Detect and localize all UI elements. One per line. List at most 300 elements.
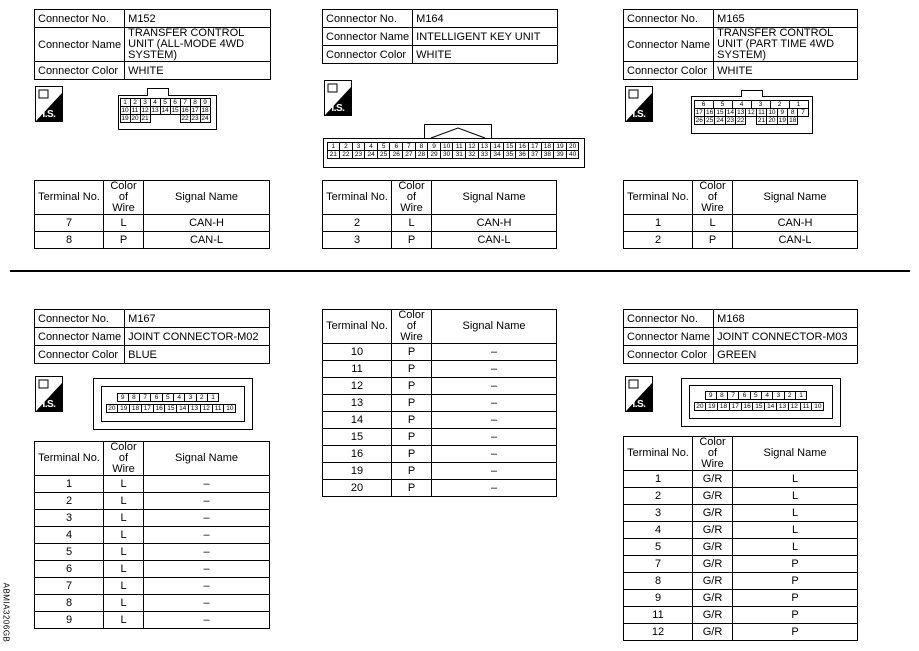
color-of-wire-header: Color of Wire	[392, 181, 432, 215]
pin-cell: 1	[120, 98, 131, 107]
signal-name-cell: –	[144, 612, 270, 629]
pin-cell: 13	[478, 142, 492, 151]
wire-color-cell: L	[104, 510, 144, 527]
pin-cell: 9	[117, 393, 129, 402]
terminal-no-cell: 1	[35, 476, 104, 493]
color-of-wire-header: Color of Wire	[693, 437, 733, 471]
pin-cell: 13	[735, 108, 746, 117]
signal-name-header: Signal Name	[144, 181, 270, 215]
pin-cell: 12	[141, 106, 149, 114]
wire-color-cell: P	[392, 232, 432, 249]
signal-name-cell: –	[432, 446, 557, 463]
pin-cell: 14	[725, 108, 736, 117]
table-row	[624, 488, 858, 505]
table-row	[323, 215, 557, 232]
signal-name-cell: –	[144, 510, 270, 527]
pin-cell: 4	[173, 393, 185, 402]
connector-color-label: Connector Color	[624, 346, 714, 364]
table-row	[35, 215, 270, 232]
pin-cell: 16	[153, 404, 166, 413]
signal-name-cell: –	[432, 378, 557, 395]
table-row	[624, 624, 858, 641]
terminal-no-header: Terminal No.	[624, 437, 693, 471]
pin-cell: 6	[150, 393, 162, 402]
table-row	[35, 612, 270, 629]
signal-name-header: Signal Name	[144, 442, 270, 476]
pin-cell: 2	[770, 100, 790, 109]
pin-cell: 14	[764, 402, 777, 411]
terminal-no-header: Terminal No.	[35, 442, 104, 476]
pin-cell: 9	[200, 98, 211, 107]
pin-cell: 24	[201, 114, 209, 122]
terminal-no-cell: 8	[624, 573, 693, 590]
pin-cell: 23	[191, 114, 199, 122]
connector-info-m152	[34, 9, 271, 80]
pin-cell: 8	[415, 142, 429, 151]
pin-cell: 8	[716, 391, 728, 400]
connector-no-value: M168	[714, 310, 858, 328]
pin-cell: 3	[184, 393, 196, 402]
terminal-no-cell: 2	[624, 488, 693, 505]
connector-name-label: Connector Name	[35, 328, 125, 346]
pin-cell: 34	[490, 150, 504, 159]
signal-table-m165	[623, 180, 858, 249]
pin-cell: 2	[784, 391, 796, 400]
terminal-no-cell: 1	[624, 471, 693, 488]
table-row	[35, 578, 270, 595]
pin-cell: 5	[377, 142, 391, 151]
terminal-no-cell: 15	[323, 429, 392, 446]
signal-name-cell: –	[144, 561, 270, 578]
terminal-no-cell: 10	[323, 344, 392, 361]
signal-name-cell: L	[733, 522, 858, 539]
pin-cell: 20	[106, 404, 119, 413]
hs-label: H.S.	[628, 399, 646, 410]
pin-cell: 12	[465, 142, 479, 151]
signal-table-m164	[322, 180, 557, 249]
pin-cell: 24	[714, 116, 725, 125]
terminal-no-cell: 19	[323, 463, 392, 480]
wire-color-cell: G/R	[693, 522, 733, 539]
table-row	[624, 573, 858, 590]
wire-color-cell: G/R	[693, 488, 733, 505]
pin-cell: 2	[339, 142, 353, 151]
pin-cell: 1	[327, 142, 341, 151]
wire-color-cell: P	[693, 232, 733, 249]
pin-cell: 8	[787, 108, 798, 117]
signal-name-cell: –	[432, 344, 557, 361]
section-divider	[10, 270, 910, 272]
wire-color-cell: L	[104, 544, 144, 561]
color-of-wire-header: Color of Wire	[104, 442, 144, 476]
pin-cell: 16	[704, 108, 715, 117]
pin-cell: 10	[223, 404, 236, 413]
pin-cell: 19	[553, 142, 567, 151]
wire-color-cell: P	[392, 344, 432, 361]
pin-cell: 29	[427, 150, 441, 159]
connector-no-value: M164	[413, 10, 558, 28]
pin-grid-m164	[327, 142, 579, 158]
pin-cell: 1	[207, 393, 219, 402]
signal-name-cell: –	[432, 361, 557, 378]
wire-color-cell: G/R	[693, 590, 733, 607]
pin-cell: 14	[176, 404, 189, 413]
pin-cell: 6	[694, 100, 714, 109]
pin-cell: 19	[777, 116, 788, 125]
connector-color-value: BLUE	[125, 346, 270, 364]
signal-name-cell: P	[733, 556, 858, 573]
hs-label: H.S.	[327, 103, 345, 114]
signal-name-cell: CAN-L	[432, 232, 557, 249]
pin-cell: 23	[725, 116, 736, 125]
pin-cell: 5	[713, 100, 733, 109]
connector-no-value: M167	[125, 310, 270, 328]
table-row	[323, 361, 557, 378]
table-row	[323, 344, 557, 361]
pin-cell: 7	[139, 393, 151, 402]
pin-cell: 19	[705, 402, 718, 411]
wire-color-cell: P	[392, 412, 432, 429]
connector-name-label: Connector Name	[624, 328, 714, 346]
connector-info-m164	[322, 9, 558, 64]
connector-no-label: Connector No.	[35, 310, 125, 328]
table-row	[323, 232, 557, 249]
pin-cell: 5	[162, 393, 174, 402]
connector-info-m167	[34, 309, 270, 364]
wire-color-cell: L	[104, 595, 144, 612]
signal-name-header: Signal Name	[733, 437, 858, 471]
wire-color-cell: P	[392, 395, 432, 412]
signal-name-header: Signal Name	[733, 181, 858, 215]
pin-cell: 10	[811, 402, 824, 411]
pin-cell: 8	[190, 98, 201, 107]
signal-name-cell: CAN-H	[432, 215, 557, 232]
terminal-no-cell: 3	[323, 232, 392, 249]
connector-color-value: WHITE	[125, 62, 271, 80]
pin-cell: 15	[164, 404, 177, 413]
pin-cell: 18	[129, 404, 142, 413]
wire-color-cell: G/R	[693, 607, 733, 624]
terminal-no-cell: 2	[35, 493, 104, 510]
pin-cell: 18	[201, 106, 209, 114]
connector-info-m165	[623, 9, 858, 80]
signal-name-cell: –	[144, 527, 270, 544]
table-row	[35, 493, 270, 510]
terminal-no-cell: 1	[624, 215, 693, 232]
connector-name-value: TRANSFER CONTROL UNIT (PART TIME 4WD SYSTEM)	[714, 28, 858, 62]
pin-cell: 21	[327, 150, 341, 159]
pin-cell: 27	[402, 150, 416, 159]
pin-cell: 11	[130, 106, 141, 115]
pin-cell: 11	[452, 142, 466, 151]
connector-no-label: Connector No.	[35, 10, 125, 28]
terminal-no-cell: 8	[35, 232, 104, 249]
terminal-no-header: Terminal No.	[35, 181, 104, 215]
pin-cell: 37	[528, 150, 542, 159]
connector-latch	[741, 90, 763, 97]
pin-cell: 15	[752, 402, 765, 411]
pin-cell: 3	[140, 98, 151, 107]
table-row	[323, 480, 557, 497]
connector-name-value: TRANSFER CONTROL UNIT (ALL-MODE 4WD SYSTEM)	[125, 28, 271, 62]
pin-cell: 31	[452, 150, 466, 159]
pin-cell: 16	[515, 142, 529, 151]
table-row	[624, 556, 858, 573]
pin-cell: 18	[787, 116, 798, 125]
signal-name-cell: CAN-L	[733, 232, 858, 249]
pin-cell: 9	[705, 391, 717, 400]
hs-label: H.S.	[38, 399, 56, 410]
connector-no-label: Connector No.	[624, 10, 714, 28]
pin-cell: 7	[180, 98, 191, 107]
table-row	[323, 378, 557, 395]
wire-color-cell: L	[104, 527, 144, 544]
pin-cell: 4	[732, 100, 752, 109]
terminal-no-cell: 5	[35, 544, 104, 561]
table-row	[35, 510, 270, 527]
table-row	[624, 539, 858, 556]
color-of-wire-header: Color of Wire	[693, 181, 733, 215]
pin-cell: 25	[377, 150, 391, 159]
signal-name-cell: CAN-L	[144, 232, 270, 249]
signal-name-cell: –	[144, 578, 270, 595]
pin-cell: 12	[200, 404, 213, 413]
pin-cell: 32	[465, 150, 479, 159]
pin-cell: 25	[704, 116, 715, 125]
terminal-no-cell: 3	[624, 505, 693, 522]
table-row	[323, 429, 557, 446]
terminal-no-cell: 9	[624, 590, 693, 607]
pin-cell: 30	[440, 150, 454, 159]
hs-icon	[35, 86, 63, 122]
table-row	[323, 395, 557, 412]
wire-color-cell: P	[392, 429, 432, 446]
pin-cell: 11	[212, 404, 225, 413]
terminal-no-cell: 7	[35, 578, 104, 595]
terminal-no-cell: 11	[624, 607, 693, 624]
signal-name-header: Signal Name	[432, 310, 557, 344]
table-row	[323, 463, 557, 480]
connector-no-label: Connector No.	[323, 10, 413, 28]
connector-no-value: M152	[125, 10, 271, 28]
signal-name-cell: –	[144, 476, 270, 493]
connector-latch	[147, 88, 169, 96]
terminal-no-cell: 3	[35, 510, 104, 527]
signal-name-cell: –	[432, 480, 557, 497]
pin-cell: 7	[797, 108, 808, 117]
pin-cell: 20	[694, 402, 707, 411]
terminal-no-header: Terminal No.	[323, 310, 392, 344]
pin-cell: 15	[171, 106, 179, 114]
table-row	[35, 476, 270, 493]
pin-cell: 17	[191, 106, 199, 114]
signal-name-cell: P	[733, 590, 858, 607]
pin-cell: 1	[789, 100, 809, 109]
connector-name-label: Connector Name	[624, 28, 714, 62]
wire-color-cell: G/R	[693, 471, 733, 488]
table-row	[35, 561, 270, 578]
signal-name-cell: –	[432, 412, 557, 429]
hs-icon	[35, 376, 63, 412]
wire-color-cell: L	[693, 215, 733, 232]
signal-name-cell: P	[733, 624, 858, 641]
pin-cell: 2	[130, 98, 141, 107]
pin-cell: 6	[170, 98, 181, 107]
wire-color-cell: G/R	[693, 556, 733, 573]
pin-cell: 23	[352, 150, 366, 159]
signal-table-m168	[623, 436, 858, 641]
wire-color-cell: L	[104, 561, 144, 578]
signal-name-cell: –	[432, 463, 557, 480]
signal-name-cell: CAN-H	[144, 215, 270, 232]
wire-color-cell: P	[392, 463, 432, 480]
signal-table-m167-continued	[322, 309, 557, 497]
terminal-no-cell: 2	[323, 215, 392, 232]
terminal-no-cell: 4	[624, 522, 693, 539]
connector-name-value: JOINT CONNECTOR-M02	[125, 328, 270, 346]
table-row	[35, 527, 270, 544]
pin-cell: 13	[188, 404, 201, 413]
table-row	[624, 232, 858, 249]
pin-cell: 24	[364, 150, 378, 159]
pin-grid-m167-bottom	[106, 404, 236, 412]
pin-cell: 3	[751, 100, 771, 109]
terminal-no-cell: 12	[323, 378, 392, 395]
figure-code: ABMIA3206GB	[1, 582, 11, 643]
pin-cell: 12	[745, 108, 756, 117]
connector-color-value: WHITE	[714, 62, 858, 80]
signal-name-header: Signal Name	[432, 181, 557, 215]
pin-cell: 10	[440, 142, 454, 151]
wire-color-cell: P	[392, 446, 432, 463]
pin-cell: 1	[795, 391, 807, 400]
pin-cell: 19	[121, 114, 129, 122]
signal-name-cell: P	[733, 607, 858, 624]
pin-cell: 9	[777, 108, 788, 117]
table-row	[624, 590, 858, 607]
wire-color-cell: P	[392, 378, 432, 395]
pin-cell: 20	[131, 114, 139, 122]
pin-cell: 7	[727, 391, 739, 400]
terminal-no-cell: 9	[35, 612, 104, 629]
table-row	[624, 505, 858, 522]
table-row	[624, 522, 858, 539]
terminal-no-cell: 7	[35, 215, 104, 232]
terminal-no-cell: 5	[624, 539, 693, 556]
pin-cell: 5	[160, 98, 171, 107]
signal-name-cell: L	[733, 488, 858, 505]
connector-color-label: Connector Color	[35, 62, 125, 80]
terminal-no-cell: 6	[35, 561, 104, 578]
terminal-no-cell: 4	[35, 527, 104, 544]
color-of-wire-header: Color of Wire	[104, 181, 144, 215]
signal-name-cell: –	[432, 429, 557, 446]
pin-cell: 11	[800, 402, 813, 411]
pin-cell: 20	[566, 142, 580, 151]
pin-cell: 35	[503, 150, 517, 159]
connector-color-label: Connector Color	[323, 46, 413, 64]
connector-name-value: INTELLIGENT KEY UNIT	[413, 28, 558, 46]
table-row	[35, 232, 270, 249]
wire-color-cell: L	[104, 612, 144, 629]
pin-cell: 22	[181, 114, 189, 122]
pin-cell: 17	[729, 402, 742, 411]
pin-cell: 17	[694, 108, 705, 117]
pin-cell: 15	[714, 108, 725, 117]
hs-icon	[324, 80, 352, 116]
wire-color-cell: L	[104, 215, 144, 232]
table-row	[35, 595, 270, 612]
pin-cell: 21	[756, 116, 767, 125]
terminal-no-cell: 13	[323, 395, 392, 412]
pin-cell: 39	[553, 150, 567, 159]
pin-cell: 28	[415, 150, 429, 159]
pin-cell: 19	[117, 404, 130, 413]
terminal-no-cell: 2	[624, 232, 693, 249]
signal-name-cell: L	[733, 471, 858, 488]
pin-grid-m168-bottom	[694, 402, 824, 410]
wire-color-cell: L	[104, 578, 144, 595]
pin-cell: 6	[738, 391, 750, 400]
pin-cell: 11	[756, 108, 767, 117]
wire-color-cell: P	[392, 361, 432, 378]
hs-label: H.S.	[38, 109, 56, 120]
connector-no-label: Connector No.	[624, 310, 714, 328]
pin-grid-m165	[694, 108, 808, 124]
terminal-no-cell: 11	[323, 361, 392, 378]
pin-cell: 10	[121, 106, 129, 114]
pin-cell: 9	[427, 142, 441, 151]
pin-cell: 17	[141, 404, 154, 413]
terminal-no-cell: 12	[624, 624, 693, 641]
signal-table-m167	[34, 441, 270, 629]
pin-cell: 4	[150, 98, 161, 107]
pin-cell: 15	[503, 142, 517, 151]
signal-name-cell: –	[144, 595, 270, 612]
pin-cell: 6	[389, 142, 403, 151]
terminal-no-cell: 7	[624, 556, 693, 573]
wire-color-cell: G/R	[693, 505, 733, 522]
wire-color-cell: L	[392, 215, 432, 232]
signal-name-cell: L	[733, 539, 858, 556]
wire-color-cell: G/R	[693, 573, 733, 590]
pin-grid-m152	[120, 98, 210, 122]
table-row	[624, 471, 858, 488]
pin-cell: 40	[566, 150, 580, 159]
pin-cell: 38	[541, 150, 555, 159]
table-row	[323, 446, 557, 463]
connector-color-label: Connector Color	[624, 62, 714, 80]
terminal-no-cell: 14	[323, 412, 392, 429]
connector-no-value: M165	[714, 10, 858, 28]
pin-cell: 4	[761, 391, 773, 400]
pin-cell: 5	[750, 391, 762, 400]
pin-cell: 22	[735, 116, 746, 125]
terminal-no-cell: 20	[323, 480, 392, 497]
pin-cell: 22	[339, 150, 353, 159]
connector-name-value: JOINT CONNECTOR-M03	[714, 328, 858, 346]
terminal-no-cell: 16	[323, 446, 392, 463]
pin-cell: 10	[766, 108, 777, 117]
pin-grid-m167-top	[117, 393, 219, 401]
pin-cell: 4	[364, 142, 378, 151]
table-row	[624, 607, 858, 624]
table-row	[35, 544, 270, 561]
signal-name-cell: –	[432, 395, 557, 412]
pin-cell: 12	[788, 402, 801, 411]
hs-label: H.S.	[628, 109, 646, 120]
pin-cell: 2	[196, 393, 208, 402]
